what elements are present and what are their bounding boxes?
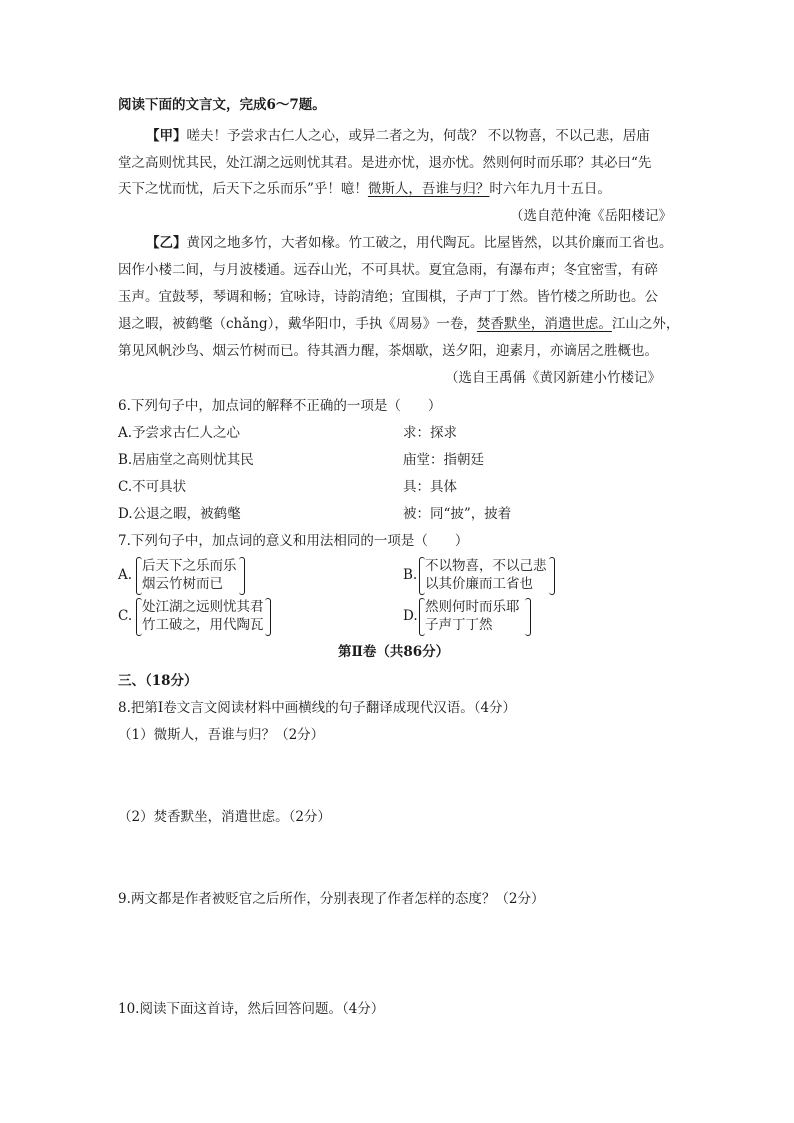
q10-stem: 10.阅读下面这首诗，然后回答问题。（4分） — [118, 1001, 385, 1017]
q7-option-d-top: 然则何时而乐耶 — [425, 599, 520, 615]
q9-stem: 9.两文都是作者被贬官之后所作，分别表现了作者怎样的态度？（2分） — [118, 891, 545, 907]
q7-option-a-label: A. — [118, 567, 133, 583]
q7-option-d-label: D. — [403, 608, 418, 624]
q7-option-d — [403, 598, 553, 634]
intro-line: 阅读下面的文言文，完成6～7题。 — [118, 97, 326, 113]
q7-option-b-label: B. — [403, 567, 418, 583]
q7-option-c-label: C. — [118, 608, 133, 624]
passage-a-text-1: 嗟夫！予尝求古仁人之心，或异二者之为，何哉？ 不以物喜，不以己悲，居庙 — [186, 128, 650, 144]
q7-option-b-bottom: 以其价廉而工省也 — [425, 576, 533, 592]
passage-b-line-3: 玉声。宜鼓琴，琴调和畅；宜咏诗，诗韵清绝；宜围棋，子声丁丁然。皆竹楼之所助也。公 — [118, 289, 658, 305]
passage-a-text-3a: 天下之忧而忧，后天下之乐而乐”乎！噫！ — [118, 181, 368, 197]
q8-stem: 8.把第Ⅰ卷文言文阅读材料中画横线的句子翻译成现代汉语。（4分） — [118, 700, 517, 716]
q6-option-c-meaning: 具：具体 — [403, 479, 457, 495]
q7-option-b-top: 不以物喜，不以己悲 — [425, 558, 547, 574]
underlined-sentence-1: 微斯人，吾谁与归？ — [367, 181, 490, 197]
q6-option-a-meaning: 求：探求 — [403, 425, 457, 441]
section-title: 第Ⅱ卷（共86分） — [338, 644, 450, 660]
right-brace — [525, 598, 531, 636]
passage-b-line-1 — [146, 234, 673, 252]
passage-a-line-3 — [118, 180, 611, 198]
right-brace — [265, 598, 271, 636]
passage-a-source: （选自范仲淹《岳阳楼记》 — [510, 208, 672, 224]
q7-option-a — [118, 557, 278, 593]
q7-option-c — [118, 598, 288, 634]
q7-option-a-bottom: 烟云竹树而已 — [142, 576, 223, 592]
q7-stem: 7.下列句子中，加点词的意义和用法相同的一项是（ ） — [118, 533, 469, 549]
q6-option-c: C.不可具状 — [118, 479, 187, 495]
right-brace — [549, 557, 555, 595]
passage-b-text-1: 黄冈之地多竹，大者如椽。竹工破之，用代陶瓦。比屋皆然，以其价廉而工省也。 — [186, 235, 673, 251]
underlined-sentence-2: 焚香默坐，消遣世虑。 — [476, 316, 612, 332]
q6-option-b-meaning: 庙堂：指朝廷 — [403, 452, 484, 468]
q7-option-c-top: 处江湖之远则忧其君 — [142, 599, 264, 615]
q6-option-b: B.居庙堂之高则忧其民 — [118, 452, 254, 468]
passage-b-text-4a: 退之暇，被鹤氅（chǎng），戴华阳巾，手执《周易》一卷， — [118, 316, 477, 332]
passage-a-text-3b: 时六年九月十五日。 — [489, 181, 611, 197]
q6-option-d-meaning: 被：同“披”，披着 — [403, 506, 512, 522]
q7-option-c-bottom: 竹工破之，用代陶瓦 — [142, 617, 264, 633]
q7-option-a-top: 后天下之乐而乐 — [142, 558, 237, 574]
q8-sub-2: （2）焚香默坐，消遣世虑。（2分） — [118, 809, 331, 825]
passage-b-line-2: 因作小楼二间，与月波楼通。远吞山光，不可具状。夏宜急雨，有瀑布声；冬宜密雪，有碎 — [118, 262, 658, 278]
part-3-heading: 三、（18分） — [118, 673, 198, 689]
q6-option-d: D.公退之暇，被鹤氅 — [118, 506, 241, 522]
passage-a-line-2: 堂之高则忧其民，处江湖之远则忧其君。是进亦忧，退亦忧。然则何时而乐耶？其必曰“先 — [118, 155, 652, 171]
passage-a-line-1 — [146, 127, 650, 145]
passage-a-label: 【甲】 — [146, 128, 187, 144]
q6-option-a: A.予尝求古仁人之心 — [118, 425, 241, 441]
passage-b-line-4 — [118, 315, 679, 333]
q8-sub-1: （1）微斯人，吾谁与归？（2分） — [118, 727, 325, 743]
q7-option-b — [403, 557, 573, 593]
passage-b-text-4b: 江山之外， — [611, 316, 680, 332]
q7-option-d-bottom: 子声丁丁然 — [425, 617, 493, 633]
q6-stem: 6.下列句子中，加点词的解释不正确的一项是（ ） — [118, 398, 442, 414]
right-brace — [239, 557, 245, 595]
passage-b-label: 【乙】 — [146, 235, 187, 251]
passage-b-source: （选自王禹偁《黄冈新建小竹楼记》 — [445, 370, 661, 386]
passage-b-line-5: 第见风帆沙鸟、烟云竹树而已。待其酒力醒，茶烟歇，送夕阳，迎素月，亦谪居之胜概也。 — [118, 343, 658, 359]
